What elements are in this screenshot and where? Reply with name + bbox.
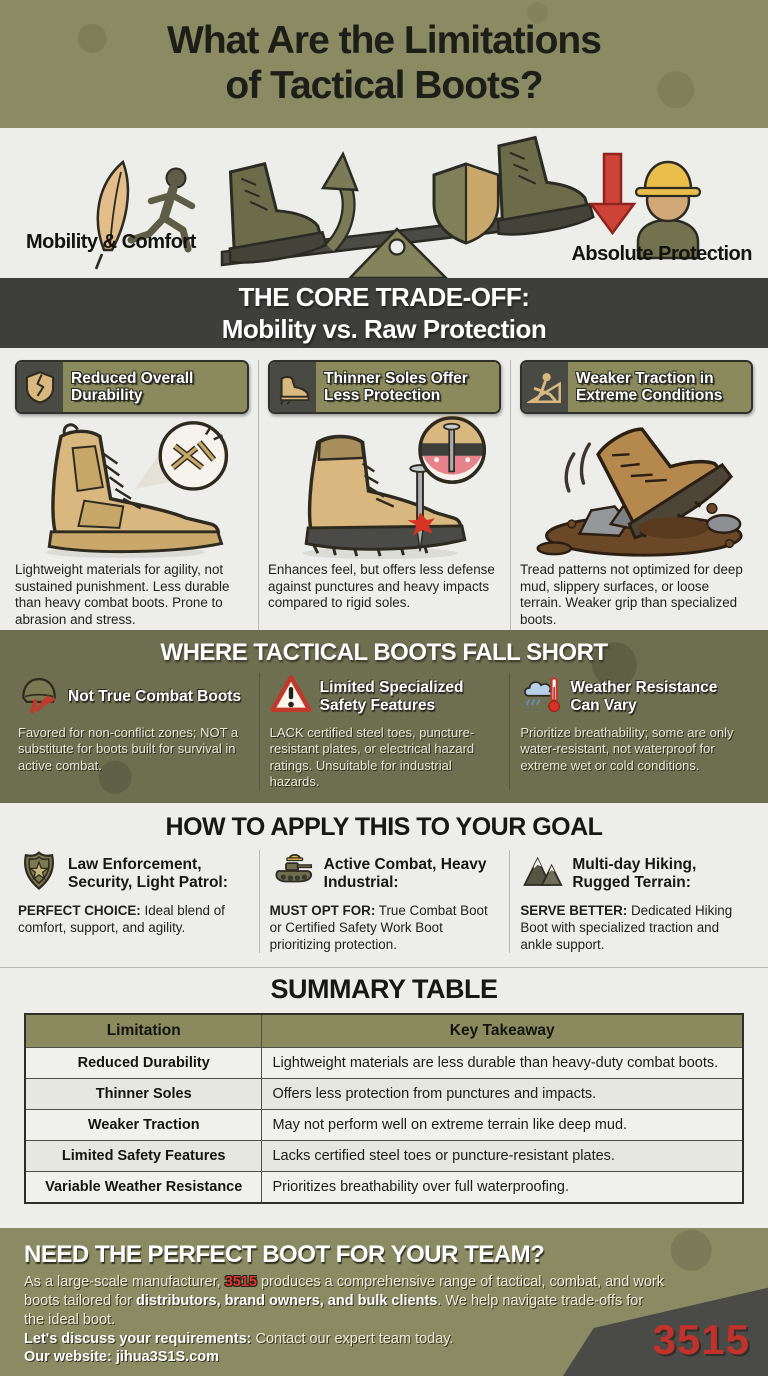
title-line1: What Are the Limitations [167,19,601,63]
heavy-boot-icon [488,132,595,237]
table-row [25,1079,743,1110]
hero-banner [0,0,768,128]
traction-badge [520,360,753,414]
durability-badge-label: Reduced Overall Durability [63,362,247,412]
footer-cta-section [0,1228,768,1376]
rain-thermometer-icon [520,673,562,720]
fall-short-safety-title: Limited Specialized Safety Features [319,679,464,714]
police-badge-icon [18,850,60,897]
soles-text: Enhances feel, but offers less defense against punctures and heavy impacts compared to rigid soles. [268,562,495,611]
summary-header-row [25,1014,743,1048]
apply-grid [8,850,760,953]
row-limitation: Reduced Durability [25,1048,262,1079]
row-takeaway: Offers less protection from punctures and impacts. [262,1079,743,1110]
footer-paragraph [24,1273,664,1330]
summary-heading: SUMMARY TABLE [270,974,498,1004]
row-limitation: Thinner Soles [25,1079,262,1110]
footer-p1: As a large-scale manufacturer, [24,1274,225,1290]
footer-cta-lead: Let's discuss your requirements: [24,1330,252,1347]
tradeoff-columns-section [0,348,768,630]
durability-text: Lightweight materials for agility, not sustained punishment. Less durable than heavy combat boots. Prone to abrasion and stress. [15,562,230,627]
apply-hiking-body: Dedicated Hiking Boot with specialized traction and ankle support. [520,903,733,952]
fall-short-section [0,630,768,803]
apply-combat-lead: MUST OPT FOR: [269,903,376,918]
balance-right-label: Absolute Protection [571,243,752,265]
title-line2: of Tactical Boots? [225,64,543,107]
apply-combat-body: True Combat Boot or Certified Safety Work Boot prioritizing protection. [269,903,488,952]
apply-heading: HOW TO APPLY THIS TO YOUR GOAL [165,813,603,841]
apply-hiking-text [520,903,750,953]
row-limitation: Variable Weather Resistance [25,1172,262,1204]
fall-short-combat-title: Not True Combat Boots [68,687,242,705]
fall-short-combat [8,673,259,790]
apply-combat-title: Active Combat, Heavy Industrial: [323,855,487,891]
traction-boot-illustration [520,414,753,562]
footer-website-line [24,1348,664,1367]
traction-badge-label: Weaker Traction in Extreme Conditions [568,362,751,412]
row-takeaway: Lightweight materials are less durable than heavy-duty combat boots. [262,1048,743,1079]
boot-icon [270,362,316,412]
tradeoff-banner-line1: THE CORE TRADE-OFF: [238,281,530,312]
apply-combat-text [270,903,500,953]
page-title [167,19,601,109]
apply-law-enforcement [8,850,259,953]
apply-law-title: Law Enforcement, Security, Light Patrol: [68,855,228,891]
tradeoff-banner-line2: Mobility vs. Raw Protection [221,313,547,344]
balance-left-label: Mobility & Comfort [26,231,196,253]
footer-clients-bold: distributors, brand owners, and bulk clients [136,1292,438,1309]
footer-cta-line [24,1330,664,1349]
apply-hiking [509,850,760,953]
row-takeaway: Lacks certified steel toes or puncture-resistant plates. [262,1141,743,1172]
durability-boot-illustration [15,414,249,562]
tradeoff-column-traction [510,360,762,630]
soles-boot-illustration [268,414,501,562]
footer-website-url: jihua3S1S.com [111,1349,220,1366]
summary-section [0,968,768,1228]
apply-law-lead: PERFECT CHOICE: [18,903,141,918]
cracked-shield-icon [17,362,63,412]
slipping-person-icon [522,362,568,412]
summary-col-limitation: Limitation [25,1014,262,1048]
mountains-icon [520,850,564,897]
fall-short-weather-text: Prioritize breathability; some are only water-resistant, not waterproof for extreme wet or cold conditions. [520,725,734,773]
table-row [25,1141,743,1172]
row-limitation: Limited Safety Features [25,1141,262,1172]
footer-cta-text: Contact our expert team today. [251,1330,454,1347]
summary-col-takeaway: Key Takeaway [262,1014,743,1048]
tank-hardhat-icon [270,850,316,897]
up-arrow-icon [323,154,357,248]
soles-badge-label: Thinner Soles Offer Less Protection [316,362,499,412]
apply-section [0,803,768,968]
durability-badge [15,360,249,414]
warning-triangle-icon [270,673,312,720]
summary-table [24,1013,744,1204]
tradeoff-column-soles [258,360,510,630]
fall-short-safety-text: LACK certified steel toes, puncture-resistant plates, or electrical hazard ratings. Unsuitable for industrial hazards. [269,725,475,789]
table-row [25,1110,743,1141]
apply-combat-industrial [259,850,510,953]
footer-p3: . We help navigate trade-offs for the ideal boot. [24,1292,644,1328]
soles-badge [268,360,501,414]
fall-short-combat-text: Favored for non-conflict zones; NOT a substitute for boots built for survival in active combat. [18,725,239,773]
fall-short-weather [509,673,760,790]
apply-hiking-title: Multi-day Hiking, Rugged Terrain: [572,855,697,891]
apply-hiking-lead: SERVE BETTER: [520,903,628,918]
brand-logo: 3515 [652,1316,750,1363]
traction-text: Tread patterns not optimized for deep mud, slippery surfaces, or loose terrain. Weaker grip than specialized boots. [520,562,743,627]
helmet-x-icon [18,673,60,720]
brand-name: 3515 [224,1274,257,1290]
tactical-boot-icon [219,158,327,266]
footer-p2: produces a comprehensive range of tactical, combat, and work boots tailored for [24,1274,664,1309]
fall-short-weather-title: Weather Resistance Can Vary [570,679,718,714]
row-limitation: Weaker Traction [25,1110,262,1141]
shield-icon [434,164,498,243]
tradeoff-banner [0,278,768,348]
table-row [25,1172,743,1204]
down-arrow-icon [591,154,634,233]
row-takeaway: Prioritizes breathability over full waterproofing. [262,1172,743,1204]
footer-website-lead: Our website: [24,1349,112,1366]
fall-short-grid [8,673,760,790]
table-row [25,1048,743,1079]
apply-law-body: Ideal blend of comfort, support, and agility. [18,903,225,935]
footer-heading: NEED THE PERFECT BOOT FOR YOUR TEAM? [24,1241,545,1268]
fall-short-safety [259,673,510,790]
row-takeaway: May not perform well on extreme terrain like deep mud. [262,1110,743,1141]
balance-illustration-section [0,128,768,278]
fall-short-heading: WHERE TACTICAL BOOTS FALL SHORT [160,639,608,666]
tradeoff-column-durability [6,360,258,630]
apply-law-text [18,903,249,937]
